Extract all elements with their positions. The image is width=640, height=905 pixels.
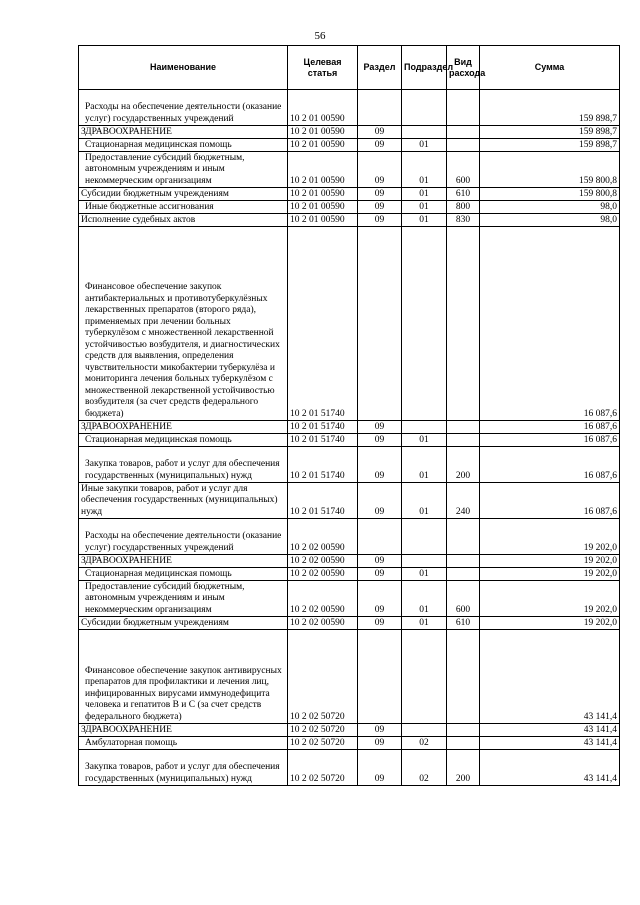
header-expense-type: Вид расхода bbox=[447, 46, 480, 90]
row-subsection: 02 bbox=[402, 750, 447, 786]
row-subsection: 01 bbox=[402, 617, 447, 630]
row-expense-type bbox=[447, 126, 480, 139]
row-subsection bbox=[402, 630, 447, 724]
table-row bbox=[79, 555, 620, 568]
row-expense-type: 600 bbox=[447, 152, 480, 188]
table-row bbox=[79, 126, 620, 139]
row-name: ЗДРАВООХРАНЕНИЕ bbox=[79, 555, 288, 568]
row-target: 10 2 02 00590 bbox=[288, 555, 358, 568]
row-section: 09 bbox=[358, 568, 402, 581]
row-sum: 43 141,4 bbox=[480, 737, 620, 750]
table-row bbox=[79, 483, 620, 519]
row-subsection: 01 bbox=[402, 152, 447, 188]
row-subsection: 01 bbox=[402, 483, 447, 519]
row-expense-type bbox=[447, 519, 480, 555]
row-section: 09 bbox=[358, 750, 402, 786]
row-name: Расходы на обеспечение деятельности (оказание услуг) государственных учреждений bbox=[79, 519, 288, 555]
table-row bbox=[79, 568, 620, 581]
row-expense-type bbox=[447, 434, 480, 447]
row-subsection: 01 bbox=[402, 201, 447, 214]
row-target: 10 2 01 00590 bbox=[288, 126, 358, 139]
row-sum: 16 087,6 bbox=[480, 483, 620, 519]
row-name: Закупка товаров, работ и услуг для обеспечения государственных (муниципальных) нужд bbox=[79, 447, 288, 483]
row-target: 10 2 02 00590 bbox=[288, 617, 358, 630]
row-expense-type bbox=[447, 555, 480, 568]
row-name: ЗДРАВООХРАНЕНИЕ bbox=[79, 126, 288, 139]
row-target: 10 2 02 00590 bbox=[288, 568, 358, 581]
row-name: ЗДРАВООХРАНЕНИЕ bbox=[79, 421, 288, 434]
row-target: 10 2 01 51740 bbox=[288, 447, 358, 483]
row-sum: 16 087,6 bbox=[480, 447, 620, 483]
row-target: 10 2 01 00590 bbox=[288, 214, 358, 227]
table-header-row bbox=[79, 46, 620, 90]
row-expense-type: 610 bbox=[447, 617, 480, 630]
table-row bbox=[79, 447, 620, 483]
row-subsection: 01 bbox=[402, 568, 447, 581]
row-expense-type: 600 bbox=[447, 581, 480, 617]
row-name: Закупка товаров, работ и услуг для обеспечения государственных (муниципальных) нужд bbox=[79, 750, 288, 786]
header-subsection: Подраздел bbox=[402, 46, 447, 90]
row-expense-type bbox=[447, 421, 480, 434]
row-sum: 159 800,8 bbox=[480, 152, 620, 188]
row-target: 10 2 01 00590 bbox=[288, 90, 358, 126]
row-section: 09 bbox=[358, 421, 402, 434]
row-expense-type bbox=[447, 227, 480, 421]
row-name: Субсидии бюджетным учреждениям bbox=[79, 617, 288, 630]
table-row bbox=[79, 188, 620, 201]
row-subsection bbox=[402, 227, 447, 421]
header-target: Целевая статья bbox=[288, 46, 358, 90]
row-section: 09 bbox=[358, 139, 402, 152]
row-sum: 43 141,4 bbox=[480, 724, 620, 737]
row-target: 10 2 01 51740 bbox=[288, 483, 358, 519]
row-section: 09 bbox=[358, 434, 402, 447]
row-subsection: 01 bbox=[402, 188, 447, 201]
row-section: 09 bbox=[358, 737, 402, 750]
row-name: Иные закупки товаров, работ и услуг для обеспечения государственных (муниципальных) нужд bbox=[79, 483, 288, 519]
row-expense-type: 200 bbox=[447, 447, 480, 483]
table-row bbox=[79, 581, 620, 617]
row-target: 10 2 01 51740 bbox=[288, 434, 358, 447]
row-expense-type: 240 bbox=[447, 483, 480, 519]
row-name: Стационарная медицинская помощь bbox=[79, 139, 288, 152]
row-subsection: 02 bbox=[402, 737, 447, 750]
row-subsection bbox=[402, 519, 447, 555]
row-subsection: 01 bbox=[402, 214, 447, 227]
table-row bbox=[79, 201, 620, 214]
row-name: Предоставление субсидий бюджетным, автономным учреждениям и иным некоммерческим организациям bbox=[79, 152, 288, 188]
row-section: 09 bbox=[358, 617, 402, 630]
row-target: 10 2 02 00590 bbox=[288, 581, 358, 617]
row-sum: 159 898,7 bbox=[480, 90, 620, 126]
row-section: 09 bbox=[358, 447, 402, 483]
row-expense-type: 830 bbox=[447, 214, 480, 227]
row-target: 10 2 02 00590 bbox=[288, 519, 358, 555]
row-target: 10 2 01 51740 bbox=[288, 421, 358, 434]
row-name: Предоставление субсидий бюджетным, автономным учреждениям и иным некоммерческим организациям bbox=[79, 581, 288, 617]
row-sum: 159 898,7 bbox=[480, 126, 620, 139]
row-section: 09 bbox=[358, 152, 402, 188]
row-target: 10 2 02 50720 bbox=[288, 630, 358, 724]
row-target: 10 2 02 50720 bbox=[288, 750, 358, 786]
row-subsection bbox=[402, 126, 447, 139]
row-name: Стационарная медицинская помощь bbox=[79, 568, 288, 581]
header-name: Наименование bbox=[79, 46, 288, 90]
row-subsection: 01 bbox=[402, 434, 447, 447]
header-section: Раздел bbox=[358, 46, 402, 90]
row-sum: 19 202,0 bbox=[480, 555, 620, 568]
row-expense-type bbox=[447, 568, 480, 581]
table-row bbox=[79, 617, 620, 630]
table-row bbox=[79, 750, 620, 786]
row-subsection bbox=[402, 421, 447, 434]
row-sum: 16 087,6 bbox=[480, 227, 620, 421]
row-name: Иные бюджетные ассигнования bbox=[79, 201, 288, 214]
row-target: 10 2 01 00590 bbox=[288, 201, 358, 214]
row-name: Расходы на обеспечение деятельности (оказание услуг) государственных учреждений bbox=[79, 90, 288, 126]
row-sum: 43 141,4 bbox=[480, 630, 620, 724]
row-expense-type bbox=[447, 737, 480, 750]
row-section: 09 bbox=[358, 483, 402, 519]
row-expense-type bbox=[447, 630, 480, 724]
row-section: 09 bbox=[358, 555, 402, 568]
row-section: 09 bbox=[358, 724, 402, 737]
row-sum: 19 202,0 bbox=[480, 617, 620, 630]
row-sum: 159 898,7 bbox=[480, 139, 620, 152]
row-subsection bbox=[402, 555, 447, 568]
row-sum: 19 202,0 bbox=[480, 581, 620, 617]
row-sum: 16 087,6 bbox=[480, 421, 620, 434]
table-row bbox=[79, 434, 620, 447]
row-sum: 98,0 bbox=[480, 201, 620, 214]
table-row bbox=[79, 152, 620, 188]
row-name: Стационарная медицинская помощь bbox=[79, 434, 288, 447]
table-row bbox=[79, 519, 620, 555]
row-sum: 16 087,6 bbox=[480, 434, 620, 447]
row-sum: 159 800,8 bbox=[480, 188, 620, 201]
row-expense-type bbox=[447, 139, 480, 152]
row-section: 09 bbox=[358, 581, 402, 617]
row-name: Финансовое обеспечение закупок антивирусных препаратов для профилактики и лечения лиц, инфицированных вирусами иммунодефицита человека и гепатитов В и С (за счет средств федерального бюджета) bbox=[79, 630, 288, 724]
row-sum: 19 202,0 bbox=[480, 568, 620, 581]
row-target: 10 2 02 50720 bbox=[288, 737, 358, 750]
row-subsection: 01 bbox=[402, 581, 447, 617]
row-subsection bbox=[402, 90, 447, 126]
table-row bbox=[79, 421, 620, 434]
row-sum: 98,0 bbox=[480, 214, 620, 227]
row-subsection: 01 bbox=[402, 139, 447, 152]
table-row bbox=[79, 139, 620, 152]
row-section: 09 bbox=[358, 126, 402, 139]
row-sum: 19 202,0 bbox=[480, 519, 620, 555]
row-name: Субсидии бюджетным учреждениям bbox=[79, 188, 288, 201]
row-expense-type: 200 bbox=[447, 750, 480, 786]
row-subsection bbox=[402, 724, 447, 737]
row-target: 10 2 01 00590 bbox=[288, 139, 358, 152]
row-expense-type bbox=[447, 90, 480, 126]
row-section bbox=[358, 90, 402, 126]
row-target: 10 2 02 50720 bbox=[288, 724, 358, 737]
budget-table bbox=[78, 45, 620, 786]
table-row bbox=[79, 724, 620, 737]
row-section: 09 bbox=[358, 201, 402, 214]
row-expense-type: 800 bbox=[447, 201, 480, 214]
row-name: Исполнение судебных актов bbox=[79, 214, 288, 227]
row-section bbox=[358, 630, 402, 724]
row-section: 09 bbox=[358, 214, 402, 227]
row-target: 10 2 01 51740 bbox=[288, 227, 358, 421]
row-section: 09 bbox=[358, 188, 402, 201]
table-row bbox=[79, 227, 620, 421]
table-row bbox=[79, 630, 620, 724]
row-name: Финансовое обеспечение закупок антибактериальных и противотуберкулёзных лекарственных препаратов (второго ряда), применяемых при лечении больных туберкулёзом с множественной лекарственной устойчивостью возбудителя, и диагностических средств для выявления, определения чувствительности микобактерии туберкулёза и мониторинга лечения больных туберкулёзом с множественной лекарственной устойчивостью возбудителя (за счет средств федерального бюджета) bbox=[79, 227, 288, 421]
row-expense-type bbox=[447, 724, 480, 737]
row-subsection: 01 bbox=[402, 447, 447, 483]
row-target: 10 2 01 00590 bbox=[288, 188, 358, 201]
table-row bbox=[79, 214, 620, 227]
row-target: 10 2 01 00590 bbox=[288, 152, 358, 188]
row-expense-type: 610 bbox=[447, 188, 480, 201]
table-row bbox=[79, 737, 620, 750]
page-number: 56 bbox=[314, 30, 326, 42]
header-sum: Сумма bbox=[480, 46, 620, 90]
row-name: Амбулаторная помощь bbox=[79, 737, 288, 750]
row-sum: 43 141,4 bbox=[480, 750, 620, 786]
table-row bbox=[79, 90, 620, 126]
row-section bbox=[358, 519, 402, 555]
row-name: ЗДРАВООХРАНЕНИЕ bbox=[79, 724, 288, 737]
row-section bbox=[358, 227, 402, 421]
